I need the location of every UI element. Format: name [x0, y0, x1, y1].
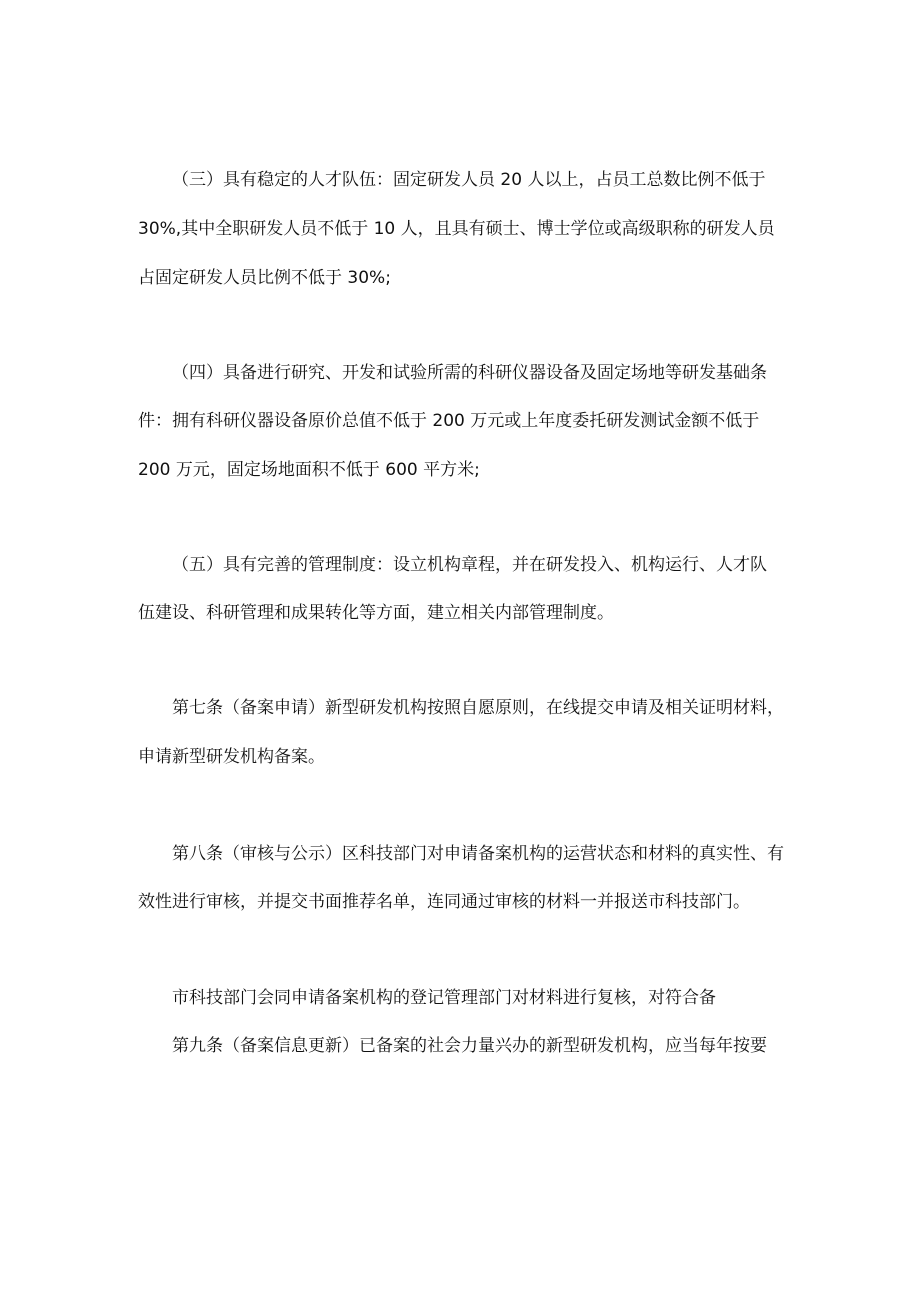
article-7-line-2: 申请新型研发机构备案。 — [138, 747, 325, 767]
article-8-line-2: 效性进行审核，并提交书面推荐名单，连同通过审核的材料一并报送市科技部门。 — [138, 892, 750, 912]
clause-4-line-1: （四）具备进行研究、开发和试验所需的科研仪器设备及固定场地等研发基础条 — [172, 363, 767, 383]
clause-4-line-3: 200 万元，固定场地面积不低于 600 平方米; — [138, 460, 480, 480]
clause-4-line-2: 件：拥有科研仪器设备原价总值不低于 200 万元或上年度委托研发测试金额不低于 — [138, 411, 760, 431]
article-9-line-1: 第九条（备案信息更新）已备案的社会力量兴办的新型研发机构，应当每年按要 — [172, 1036, 767, 1056]
clause-3-line-2: 30%,其中全职研发人员不低于 10 人，且具有硕士、博士学位或高级职称的研发人员 — [138, 219, 775, 239]
clause-5-line-2: 伍建设、科研管理和成果转化等方面，建立相关内部管理制度。 — [138, 603, 614, 623]
clause-3-line-1: （三）具有稳定的人才队伍：固定研发人员 20 人以上，占员工总数比例不低于 — [172, 170, 766, 190]
article-8-line-1: 第八条（审核与公示）区科技部门对申请备案机构的运营状态和材料的真实性、有 — [172, 844, 784, 864]
clause-3-line-3: 占固定研发人员比例不低于 30%; — [138, 268, 391, 288]
clause-5-line-1: （五）具有完善的管理制度：设立机构章程，并在研发投入、机构运行、人才队 — [172, 555, 767, 575]
article-8-continuation: 市科技部门会同申请备案机构的登记管理部门对材料进行复核，对符合备 — [172, 988, 716, 1008]
article-7-line-1: 第七条（备案申请）新型研发机构按照自愿原则，在线提交申请及相关证明材料， — [172, 698, 784, 718]
